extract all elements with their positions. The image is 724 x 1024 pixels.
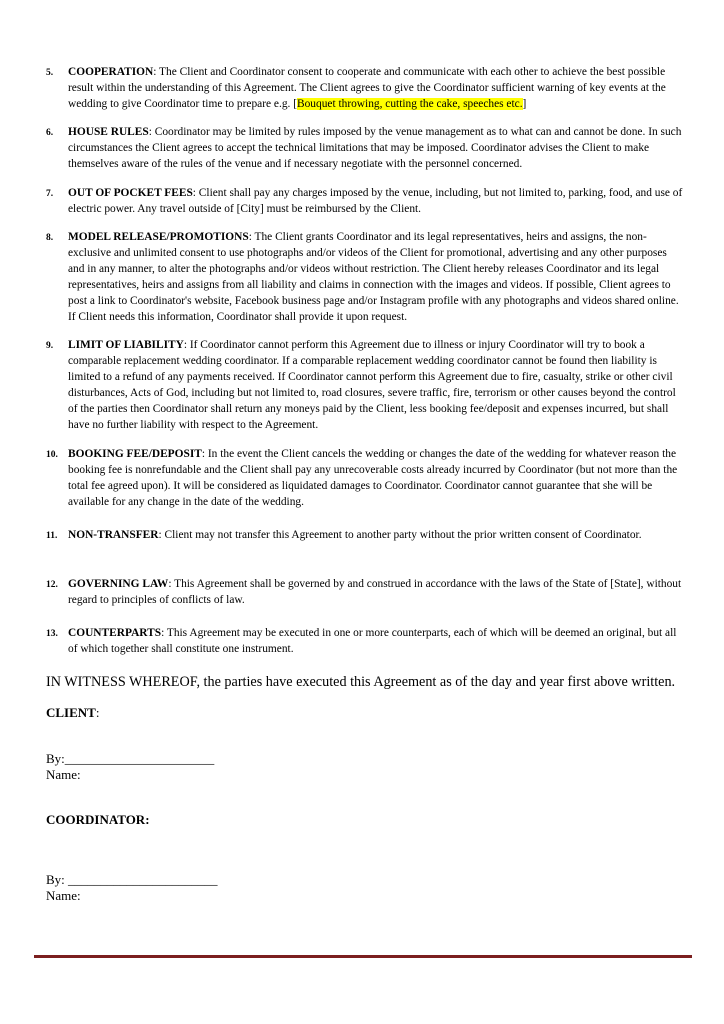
footer-divider [34, 955, 692, 958]
coordinator-heading: COORDINATOR: [46, 812, 150, 827]
clause-body [68, 337, 686, 434]
clause-title: OUT OF POCKET FEES [68, 187, 193, 199]
clause-title: HOUSE RULES [68, 126, 149, 138]
client-heading [46, 705, 99, 721]
clause-number: 12. [46, 580, 58, 590]
coordinator-by-line: By: _______________________ [46, 872, 218, 887]
coordinator-name-line: Name: [46, 888, 81, 903]
clause-body [68, 185, 686, 217]
clause-text: : The Client grants Coordinator and its legal representatives, heirs and assigns, the non-exclusive and unlimited consent to use photographs and/or videos of the Client for promotional, advertising and any other purposes and in any manner, to alter the photographs and/or videos without restriction. The Client hereby releases Coordinator and its legal representatives, heirs and assigns from all liability and claims in connection with the images and videos. If possible, Client agrees to post a link to Coordinator's website, Facebook business page and/or Instagram profile with any photographs and videos shared online. If Client needs this information, Coordinator shall provide it upon request. [68, 231, 679, 324]
clause-title: COUNTERPARTS [68, 627, 162, 639]
clause-booking-fee [46, 446, 686, 510]
clause-number: 7. [46, 189, 54, 199]
client-label-colon: : [95, 705, 100, 720]
clause-text: : The Client and Coordinator consent to cooperate and communicate with each other to achieve the best possible result within the understanding of this Agreement. The Client agrees to give the Coordinator sufficient warning of key events at the wedding to give Coordinator time to prepare e.g. [ [68, 66, 666, 111]
clause-title: NON-TRANSFER [68, 529, 159, 541]
clause-non-transfer [46, 527, 686, 543]
client-label: CLIENT [46, 705, 96, 720]
client-by-line: By:_______________________ [46, 751, 215, 766]
clause-number: 6. [46, 128, 54, 138]
clause-title: COOPERATION [68, 66, 154, 78]
clause-text: : This Agreement shall be governed by and construed in accordance with the laws of the State of [State], without regard to principles of conflicts of law. [68, 578, 682, 607]
clause-body [68, 625, 686, 657]
clause-counterparts [46, 625, 686, 657]
clause-title: MODEL RELEASE/PROMOTIONS [68, 231, 249, 243]
clause-title: GOVERNING LAW [68, 578, 169, 590]
clause-limit-of-liability [46, 337, 686, 434]
clause-body [68, 229, 686, 326]
witness-statement: IN WITNESS WHEREOF, the parties have executed this Agreement as of the day and year first above written. [46, 674, 676, 690]
clause-text-tail: ] [522, 98, 527, 111]
clause-number: 8. [46, 233, 54, 243]
clause-text: : Client may not transfer this Agreement to another party without the prior written consent of Coordinator. [158, 529, 642, 541]
clause-body [68, 124, 686, 172]
clause-governing-law [46, 576, 686, 608]
clause-body [68, 446, 686, 510]
coordinator-signature-block [46, 872, 218, 904]
clause-number: 11. [46, 531, 58, 541]
clause-number: 5. [46, 68, 54, 78]
clause-text: : In the event the Client cancels the wedding or changes the date of the wedding for whatever reason the booking fee is nonrefundable and the Client shall pay any unrecoverable costs already incurred by Coordinator (but not more than the total fee agreed upon). It will be considered as liquidated damages to Coordinator. Coordinator cannot guarantee that she will be available for any change in the date of the wedding. [68, 448, 678, 509]
clause-body [68, 527, 686, 543]
clause-body [68, 576, 686, 608]
highlighted-placeholder: Bouquet throwing, cutting the cake, speeches etc. [297, 98, 523, 111]
clause-out-of-pocket-fees [46, 185, 686, 217]
clause-text: : Coordinator may be limited by rules imposed by the venue management as to what can and cannot be done. In such circumstances the Client agrees to accept the technical limitations that may be imposed. Coordinator advises the Client to make themselves aware of the rules of the venue and if necessary negotiate with the personnel concerned. [68, 126, 682, 171]
clause-number: 10. [46, 450, 58, 460]
clause-house-rules [46, 124, 686, 172]
clause-cooperation [46, 64, 686, 112]
clause-title: BOOKING FEE/DEPOSIT [68, 448, 202, 460]
clause-number: 9. [46, 341, 54, 351]
clause-title: LIMIT OF LIABILITY [68, 339, 184, 351]
client-name-line: Name: [46, 767, 81, 782]
clause-body [68, 64, 686, 112]
clause-text: : If Coordinator cannot perform this Agreement due to illness or injury Coordinator will try to book a comparable replacement wedding coordinator. If a comparable replacement wedding coordinator cannot be found then liability is limited to a refund of any payments received. If Coordinator cannot perform this Agreement due to fire, casualty, strike or other civil disturbances, Acts of God, including but not limited to, road closures, severe traffic, fire, terrorism or other causes beyond the control of the parties then Coordinator shall return any moneys paid by the Client, less booking fee/deposit and expenses incurred, but shall have no further liability with respect to the Agreement. [68, 339, 676, 432]
clause-number: 13. [46, 629, 58, 639]
clause-model-release [46, 229, 686, 326]
clause-text: : This Agreement may be executed in one or more counterparts, each of which will be deemed an original, but all of which together shall constitute one instrument. [68, 627, 677, 656]
clause-text: : Client shall pay any charges imposed by the venue, including, but not limited to, parking, food, and use of electric power. Any travel outside of [City] must be reimbursed by the Client. [68, 187, 683, 216]
client-signature-block [46, 751, 214, 783]
